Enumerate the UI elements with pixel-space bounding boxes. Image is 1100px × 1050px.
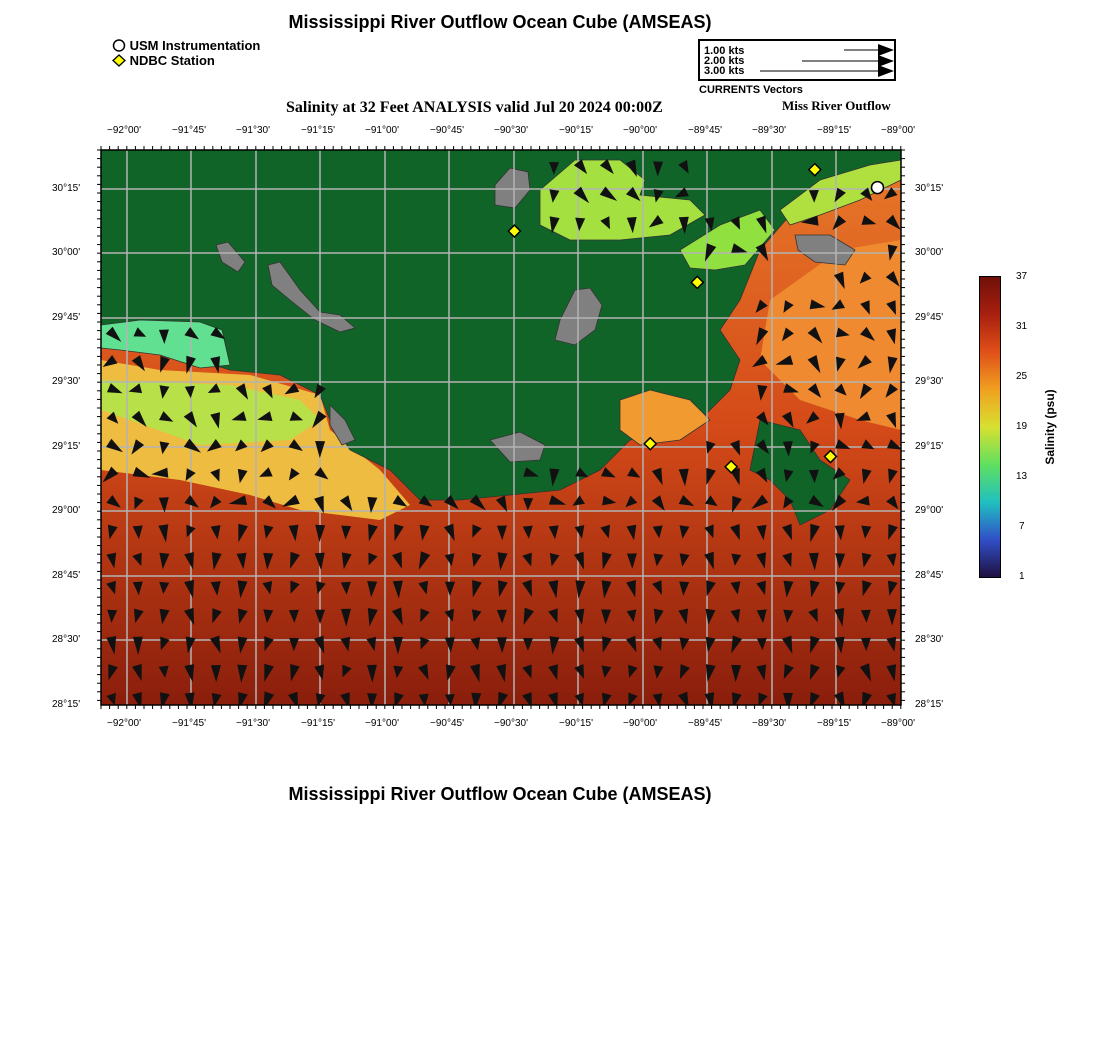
lat-tick-right-1: 30°15' bbox=[915, 183, 944, 194]
lat-tick-right-2: 30°00' bbox=[915, 247, 944, 258]
map-title: Salinity at 32 Feet ANALYSIS valid Jul 20 2024 00:00Z bbox=[286, 99, 663, 116]
lat-tick-left-1: 30°15' bbox=[52, 183, 81, 194]
lat-tick-left-5: 29°15' bbox=[52, 441, 81, 452]
second-figure-title: Mississippi River Outflow Ocean Cube (AMSEAS) bbox=[288, 784, 712, 804]
lon-tick-bottom-8: −90°15' bbox=[559, 718, 593, 729]
lon-tick-top-5: −91°00' bbox=[365, 125, 399, 136]
lon-tick-bottom-4: −91°15' bbox=[301, 718, 335, 729]
legend-usm-label: USM Instrumentation bbox=[129, 38, 261, 53]
lat-tick-right-8: 28°30' bbox=[915, 634, 944, 645]
lon-tick-top-3: −91°30' bbox=[236, 125, 270, 136]
lon-tick-bottom-7: −90°30' bbox=[494, 718, 528, 729]
legend-ndbc-label: NDBC Station bbox=[129, 53, 215, 68]
lon-tick-top-9: −90°00' bbox=[623, 125, 657, 136]
usm-station-marker bbox=[871, 182, 883, 194]
lat-tick-left-9: 28°15' bbox=[52, 699, 81, 710]
lon-tick-bottom-3: −91°30' bbox=[236, 718, 270, 729]
lon-tick-bottom-9: −90°00' bbox=[623, 718, 657, 729]
lat-tick-left-7: 28°45' bbox=[52, 570, 81, 581]
lat-tick-left-3: 29°45' bbox=[52, 312, 81, 323]
lon-tick-top-4: −91°15' bbox=[301, 125, 335, 136]
lon-tick-bottom-2: −91°45' bbox=[172, 718, 206, 729]
lon-tick-bottom-12: −89°15' bbox=[817, 718, 851, 729]
lon-tick-top-11: −89°30' bbox=[752, 125, 786, 136]
lon-tick-top-7: −90°30' bbox=[494, 125, 528, 136]
lon-tick-bottom-10: −89°45' bbox=[688, 718, 722, 729]
colorbar-tick-31: 31 bbox=[1016, 321, 1028, 332]
vector-key-label-1: 1.00 kts bbox=[704, 45, 745, 57]
lon-tick-bottom-11: −89°30' bbox=[752, 718, 786, 729]
lat-tick-left-2: 30°00' bbox=[52, 247, 81, 258]
lon-tick-bottom-1: −92°00' bbox=[107, 718, 141, 729]
colorbar-label: Salinity (psu) bbox=[1043, 389, 1057, 465]
lon-tick-top-13: −89°00' bbox=[881, 125, 915, 136]
vector-key-caption: CURRENTS Vectors bbox=[699, 84, 803, 96]
lon-tick-top-8: −90°15' bbox=[559, 125, 593, 136]
lon-tick-top-2: −91°45' bbox=[172, 125, 206, 136]
lon-tick-top-10: −89°45' bbox=[688, 125, 722, 136]
lon-tick-bottom-5: −91°00' bbox=[365, 718, 399, 729]
colorbar-tick-13: 13 bbox=[1016, 471, 1028, 482]
lon-tick-top-6: −90°45' bbox=[430, 125, 464, 136]
vector-key-label-2: 2.00 kts bbox=[704, 55, 745, 67]
lat-tick-left-4: 29°30' bbox=[52, 376, 81, 387]
lat-tick-right-6: 29°00' bbox=[915, 505, 944, 516]
lon-tick-top-1: −92°00' bbox=[107, 125, 141, 136]
lon-tick-bottom-13: −89°00' bbox=[881, 718, 915, 729]
colorbar-tick-25: 25 bbox=[1016, 371, 1028, 382]
lat-tick-right-4: 29°30' bbox=[915, 376, 944, 387]
lon-tick-bottom-6: −90°45' bbox=[430, 718, 464, 729]
lat-tick-right-7: 28°45' bbox=[915, 570, 944, 581]
lat-tick-right-9: 28°15' bbox=[915, 699, 944, 710]
lat-tick-right-3: 29°45' bbox=[915, 312, 944, 323]
vector-key-label-3: 3.00 kts bbox=[704, 65, 745, 77]
salinity-colorbar bbox=[979, 276, 1001, 578]
figure-title: Mississippi River Outflow Ocean Cube (AMSEAS) bbox=[288, 12, 712, 32]
colorbar-tick-7: 7 bbox=[1019, 521, 1025, 532]
region-label: Miss River Outflow bbox=[782, 98, 891, 113]
lon-tick-top-12: −89°15' bbox=[817, 125, 851, 136]
colorbar-tick-19: 19 bbox=[1016, 421, 1028, 432]
lat-tick-left-8: 28°30' bbox=[52, 634, 81, 645]
lat-tick-right-5: 29°15' bbox=[915, 441, 944, 452]
colorbar-tick-1: 1 bbox=[1019, 571, 1025, 582]
lat-tick-left-6: 29°00' bbox=[52, 505, 81, 516]
colorbar-tick-37: 37 bbox=[1016, 271, 1028, 282]
